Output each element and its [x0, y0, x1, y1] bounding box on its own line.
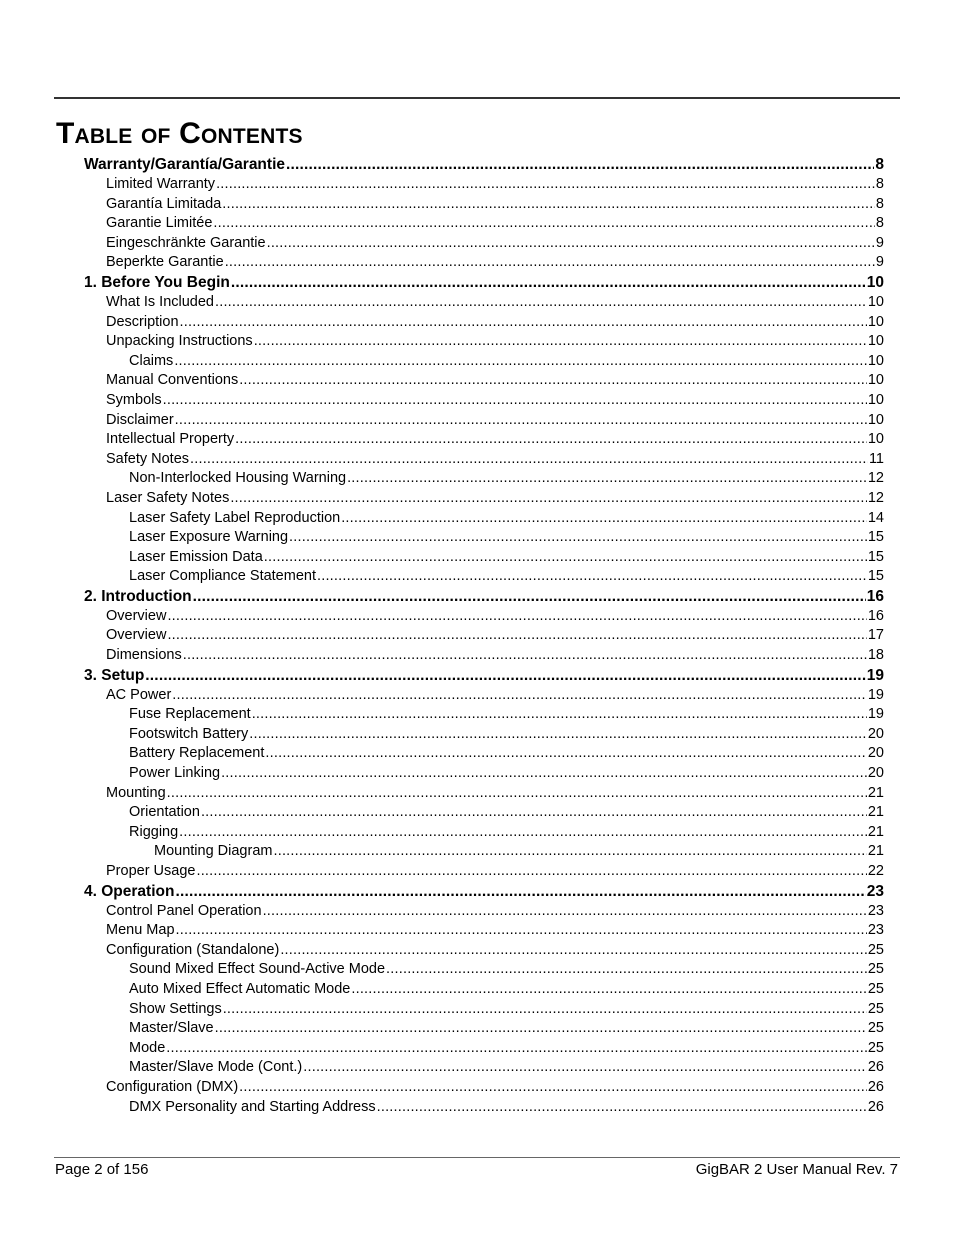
toc-entry-label: Claims: [129, 352, 174, 369]
toc-entry-page: 25: [867, 961, 884, 978]
toc-dot-leader: [167, 784, 867, 804]
toc-dot-leader: [201, 803, 867, 823]
toc-entry[interactable]: [84, 273, 884, 293]
toc-entry-page: 9: [875, 234, 884, 251]
toc-entry-label: Description: [106, 313, 179, 330]
toc-dot-leader: [183, 646, 867, 666]
toc-entry[interactable]: [84, 764, 884, 784]
toc-entry[interactable]: [84, 293, 884, 313]
toc-entry-label: 1. Before You Begin: [84, 273, 230, 291]
toc-entry[interactable]: [84, 1098, 884, 1118]
toc-dot-leader: [190, 450, 868, 470]
toc-entry-label: Master/Slave: [129, 1020, 214, 1037]
toc-entry-page: 9: [875, 254, 884, 271]
toc-dot-leader: [267, 234, 875, 254]
toc-entry-label: Rigging: [129, 823, 179, 840]
toc-entry[interactable]: [84, 980, 884, 1000]
toc-entry-page: 22: [867, 863, 884, 879]
toc-dot-leader: [216, 175, 875, 195]
toc-entry-page: 25: [867, 1020, 884, 1037]
toc-entry-label: 3. Setup: [84, 666, 145, 684]
toc-entry[interactable]: [84, 1019, 884, 1039]
toc-dot-leader: [223, 1000, 867, 1020]
toc-entry-page: 21: [867, 784, 884, 801]
toc-dot-leader: [193, 587, 866, 607]
toc-entry-label: Master/Slave Mode (Cont.): [129, 1059, 303, 1076]
toc-entry-label: AC Power: [106, 686, 172, 703]
toc-entry[interactable]: [84, 509, 884, 529]
toc-entry-page: 23: [867, 922, 884, 939]
toc-entry-label: Mounting: [106, 784, 166, 801]
toc-entry-page: 8: [875, 215, 884, 232]
toc-entry[interactable]: [84, 607, 884, 627]
toc-entry-page: 21: [867, 823, 884, 840]
toc-entry[interactable]: [84, 1039, 884, 1059]
toc-entry-label: Show Settings: [129, 1000, 222, 1017]
toc-dot-leader: [289, 528, 867, 548]
toc-entry-page: 10: [867, 431, 884, 448]
toc-entry[interactable]: [84, 823, 884, 843]
toc-entry[interactable]: [84, 253, 884, 273]
toc-entry-label: Symbols: [106, 391, 162, 408]
toc-entry[interactable]: [84, 902, 884, 922]
toc-entry-page: 20: [867, 765, 884, 782]
toc-dot-leader: [163, 391, 867, 411]
toc-entry-label: Disclaimer: [106, 411, 174, 428]
toc-dot-leader: [215, 293, 867, 313]
toc-entry[interactable]: [84, 725, 884, 745]
footer-rule: [54, 1157, 900, 1158]
toc-dot-leader: [265, 744, 866, 764]
toc-dot-leader: [386, 960, 867, 980]
toc-dot-leader: [215, 1019, 867, 1039]
toc-entry-label: Laser Safety Label Reproduction: [129, 509, 341, 526]
toc-entry-label: Unpacking Instructions: [106, 333, 253, 350]
toc-entry-label: Menu Map: [106, 922, 175, 939]
toc-entry-label: Laser Compliance Statement: [129, 568, 316, 585]
toc-entry-label: Laser Exposure Warning: [129, 529, 289, 546]
toc-entry-page: 10: [866, 273, 884, 291]
toc-entry-label: Footswitch Battery: [129, 725, 249, 742]
toc-entry[interactable]: [84, 803, 884, 823]
toc-entry-label: Control Panel Operation: [106, 902, 262, 919]
toc-entry[interactable]: [84, 1078, 884, 1098]
toc-entry[interactable]: [84, 626, 884, 646]
toc-entry-page: 11: [868, 450, 884, 467]
toc-entry-page: 16: [867, 607, 884, 624]
toc-entry[interactable]: [84, 882, 884, 902]
toc-entry-label: Mounting Diagram: [154, 843, 273, 860]
toc-entry[interactable]: [84, 352, 884, 372]
toc-dot-leader: [351, 980, 866, 1000]
toc-entry-label: Manual Conventions: [106, 372, 239, 389]
toc-entry-page: 12: [867, 470, 884, 487]
toc-entry-label: Auto Mixed Effect Automatic Mode: [129, 980, 351, 997]
toc-dot-leader: [172, 686, 867, 706]
toc-entry-page: 10: [867, 333, 884, 350]
toc-entry[interactable]: [84, 666, 884, 686]
toc-dot-leader: [249, 725, 867, 745]
toc-entry[interactable]: [84, 469, 884, 489]
toc-entry-page: 21: [867, 804, 884, 821]
toc-entry[interactable]: [84, 705, 884, 725]
toc-dot-leader: [225, 253, 875, 273]
toc-entry-page: 19: [867, 686, 884, 703]
toc-dot-leader: [167, 607, 866, 627]
toc-dot-leader: [221, 764, 867, 784]
toc-dot-leader: [174, 352, 867, 372]
toc-entry[interactable]: [84, 371, 884, 391]
toc-entry[interactable]: [84, 155, 884, 175]
toc-entry[interactable]: [84, 450, 884, 470]
toc-entry-page: 20: [867, 725, 884, 742]
toc-entry-page: 15: [867, 548, 884, 565]
toc-entry-label: Orientation: [129, 804, 200, 821]
toc-dot-leader: [176, 921, 867, 941]
toc-entry-label: 4. Operation: [84, 882, 175, 900]
toc-entry[interactable]: [84, 587, 884, 607]
toc-dot-leader: [347, 469, 867, 489]
toc-entry-label: Safety Notes: [106, 450, 190, 467]
toc-entry[interactable]: [84, 686, 884, 706]
toc-entry-page: 20: [867, 745, 884, 762]
toc-entry[interactable]: [84, 332, 884, 352]
toc-entry[interactable]: [84, 234, 884, 254]
page-title: Table of Contents: [56, 117, 303, 150]
toc-entry[interactable]: [84, 784, 884, 804]
table-of-contents: [84, 155, 884, 1117]
toc-dot-leader: [252, 705, 867, 725]
toc-dot-leader: [235, 430, 867, 450]
toc-entry-label: Overview: [106, 627, 167, 644]
toc-entry-page: 17: [867, 627, 884, 644]
toc-entry-label: Mode: [129, 1039, 166, 1056]
toc-dot-leader: [222, 195, 875, 215]
toc-entry[interactable]: [84, 489, 884, 509]
toc-entry-page: 21: [867, 843, 884, 860]
toc-entry-label: Battery Replacement: [129, 745, 265, 762]
toc-entry-label: Non-Interlocked Housing Warning: [129, 470, 347, 487]
toc-entry-label: Eingeschränkte Garantie: [106, 234, 266, 251]
toc-entry-label: Power Linking: [129, 765, 221, 782]
toc-entry[interactable]: [84, 862, 884, 882]
toc-dot-leader: [231, 273, 866, 293]
toc-entry-label: Beperkte Garantie: [106, 254, 224, 271]
toc-entry[interactable]: [84, 842, 884, 862]
toc-entry-page: 19: [866, 666, 884, 684]
header-rule: [54, 97, 900, 99]
toc-entry-label: Laser Safety Notes: [106, 489, 230, 506]
toc-entry-page: 10: [867, 352, 884, 369]
toc-entry[interactable]: [84, 567, 884, 587]
toc-entry-label: Warranty/Garantía/Garantie: [84, 156, 285, 173]
toc-entry[interactable]: [84, 1058, 884, 1078]
toc-dot-leader: [213, 214, 875, 234]
toc-dot-leader: [377, 1098, 867, 1118]
toc-entry[interactable]: [84, 313, 884, 333]
toc-entry[interactable]: [84, 214, 884, 234]
toc-entry-page: 25: [867, 941, 884, 958]
toc-entry-label: Dimensions: [106, 647, 182, 664]
toc-entry[interactable]: [84, 391, 884, 411]
toc-entry-page: 18: [867, 647, 884, 664]
toc-entry-page: 10: [867, 313, 884, 330]
toc-dot-leader: [145, 666, 865, 686]
toc-dot-leader: [264, 548, 867, 568]
toc-dot-leader: [280, 941, 867, 961]
toc-entry[interactable]: [84, 941, 884, 961]
toc-dot-leader: [254, 332, 867, 352]
toc-entry-label: Garantie Limitée: [106, 215, 213, 232]
toc-entry-page: 10: [867, 411, 884, 428]
toc-entry-page: 23: [867, 902, 884, 919]
toc-entry-page: 25: [867, 1039, 884, 1056]
toc-dot-leader: [286, 155, 874, 175]
toc-entry-page: 26: [867, 1059, 884, 1076]
toc-entry-page: 15: [867, 529, 884, 546]
toc-dot-leader: [167, 626, 866, 646]
toc-dot-leader: [179, 823, 867, 843]
toc-dot-leader: [239, 371, 867, 391]
toc-entry-label: What Is Included: [106, 293, 214, 310]
toc-dot-leader: [166, 1039, 867, 1059]
toc-entry-page: 10: [867, 293, 884, 310]
toc-entry-page: 26: [867, 1098, 884, 1115]
toc-entry-label: Fuse Replacement: [129, 706, 251, 723]
toc-entry[interactable]: [84, 646, 884, 666]
toc-dot-leader: [341, 509, 867, 529]
toc-entry-page: 12: [867, 489, 884, 506]
toc-dot-leader: [180, 313, 867, 333]
toc-entry-label: Overview: [106, 607, 167, 624]
toc-dot-leader: [175, 411, 867, 431]
toc-entry-label: Configuration (DMX): [106, 1078, 239, 1095]
toc-entry-page: 8: [875, 176, 884, 192]
toc-entry[interactable]: [84, 960, 884, 980]
toc-entry-label: Laser Emission Data: [129, 548, 263, 565]
toc-entry[interactable]: [84, 430, 884, 450]
toc-entry-page: 8: [875, 195, 884, 212]
toc-dot-leader: [263, 902, 867, 922]
toc-entry-label: Proper Usage: [106, 863, 196, 879]
toc-entry-page: 10: [867, 372, 884, 389]
toc-dot-leader: [317, 567, 867, 587]
toc-entry[interactable]: [84, 548, 884, 568]
toc-entry-label: DMX Personality and Starting Address: [129, 1098, 376, 1115]
toc-entry[interactable]: [84, 744, 884, 764]
toc-entry-page: 14: [867, 509, 884, 526]
toc-entry-page: 23: [866, 882, 884, 900]
toc-entry-page: 19: [867, 706, 884, 723]
toc-entry-page: 8: [875, 156, 884, 173]
toc-dot-leader: [273, 842, 866, 862]
toc-dot-leader: [196, 862, 866, 882]
footer-page-number: Page 2 of 156: [55, 1161, 149, 1178]
toc-entry[interactable]: [84, 195, 884, 215]
toc-entry[interactable]: [84, 921, 884, 941]
toc-entry-label: Sound Mixed Effect Sound-Active Mode: [129, 961, 386, 978]
toc-entry-page: 25: [867, 980, 884, 997]
toc-entry[interactable]: [84, 411, 884, 431]
toc-entry-label: Garantía Limitada: [106, 195, 222, 212]
toc-dot-leader: [239, 1078, 867, 1098]
toc-entry-page: 25: [867, 1000, 884, 1017]
toc-entry-label: Limited Warranty: [106, 176, 216, 192]
toc-entry-page: 16: [866, 587, 884, 605]
toc-entry-page: 10: [867, 391, 884, 408]
toc-entry[interactable]: [84, 528, 884, 548]
toc-dot-leader: [230, 489, 867, 509]
toc-dot-leader: [303, 1058, 867, 1078]
toc-entry[interactable]: [84, 1000, 884, 1020]
toc-entry-label: Intellectual Property: [106, 431, 235, 448]
footer-document-title: GigBAR 2 User Manual Rev. 7: [695, 1161, 898, 1178]
toc-entry-page: 26: [867, 1078, 884, 1095]
toc-entry-page: 15: [867, 568, 884, 585]
toc-entry[interactable]: [84, 175, 884, 195]
toc-entry-label: 2. Introduction: [84, 587, 192, 605]
toc-dot-leader: [175, 882, 865, 902]
toc-entry-label: Configuration (Standalone): [106, 941, 280, 958]
